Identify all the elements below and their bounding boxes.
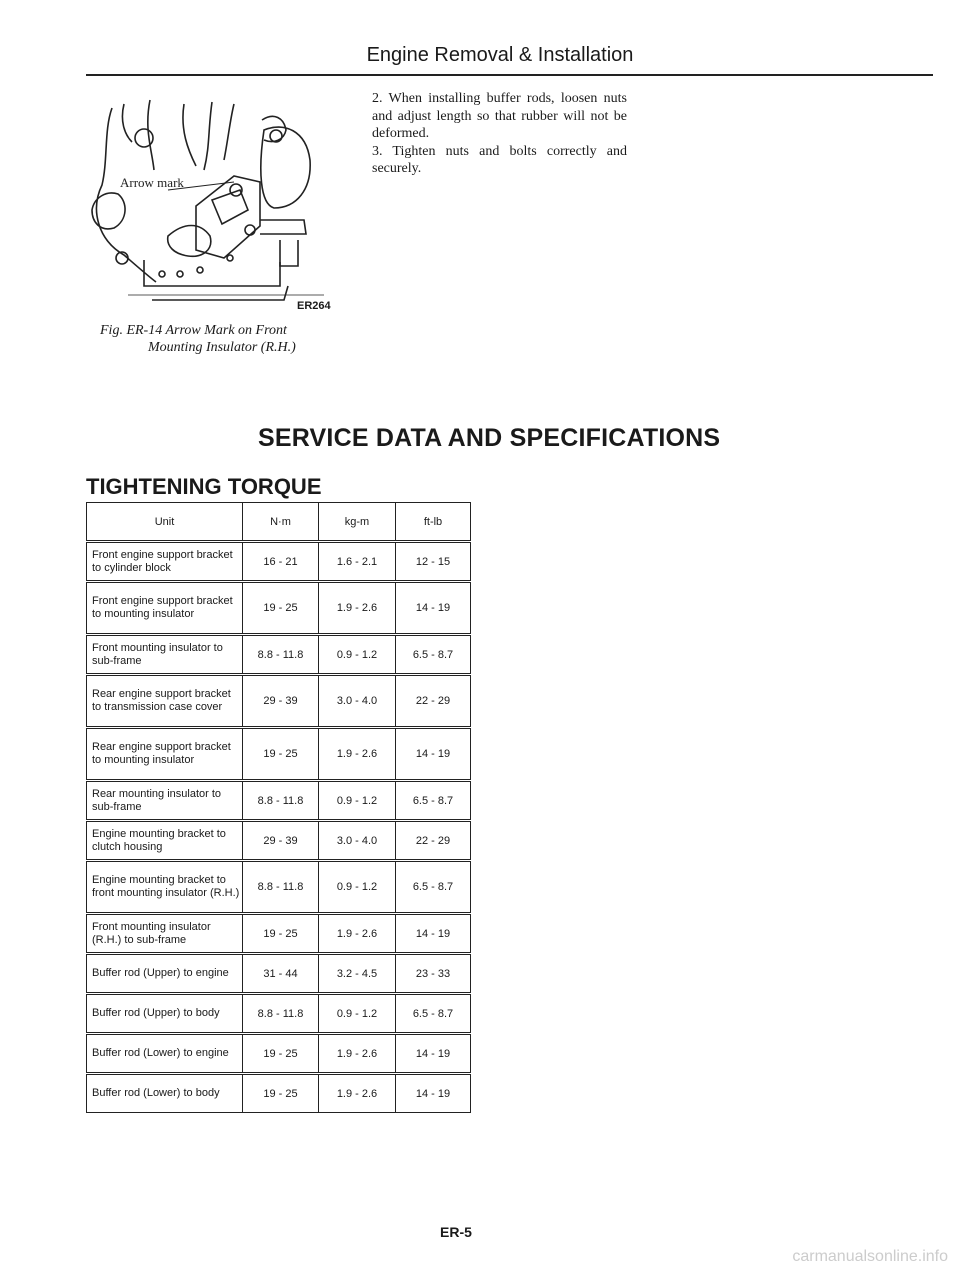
tightening-torque-table <box>86 502 471 1113</box>
installation-instructions <box>372 90 627 178</box>
row-nm: 8.8 - 11.8 <box>243 635 319 675</box>
row-nm: 8.8 - 11.8 <box>243 781 319 821</box>
section-title: SERVICE DATA AND SPECIFICATIONS <box>258 424 721 452</box>
engine-mount-illustration <box>84 90 344 315</box>
table-row <box>87 542 471 582</box>
row-ftlb: 14 - 19 <box>396 582 471 635</box>
row-ftlb: 14 - 19 <box>396 728 471 781</box>
header-nm: N·m <box>243 503 319 542</box>
row-ftlb: 23 - 33 <box>396 954 471 994</box>
watermark: carmanualsonline.info <box>792 1248 948 1265</box>
starter-motor <box>261 127 310 208</box>
row-kgm: 1.9 - 2.6 <box>319 914 396 954</box>
row-item: Front engine support bracket to mounting insulator <box>87 582 243 635</box>
row-kgm: 1.9 - 2.6 <box>319 582 396 635</box>
figure-caption-line-2: Mounting Insulator (R.H.) <box>148 340 296 355</box>
row-kgm: 3.2 - 4.5 <box>319 954 396 994</box>
row-nm: 8.8 - 11.8 <box>243 994 319 1034</box>
table-row <box>87 675 471 728</box>
row-item: Rear engine support bracket to transmission case cover <box>87 675 243 728</box>
row-ftlb: 6.5 - 8.7 <box>396 861 471 914</box>
row-item: Engine mounting bracket to front mounting insulator (R.H.) <box>87 861 243 914</box>
row-item: Rear mounting insulator to sub-frame <box>87 781 243 821</box>
figure-code: ER264 <box>297 300 331 312</box>
table-row <box>87 635 471 675</box>
row-kgm: 1.9 - 2.6 <box>319 1034 396 1074</box>
table-row <box>87 821 471 861</box>
row-kgm: 1.6 - 2.1 <box>319 542 396 582</box>
row-kgm: 0.9 - 1.2 <box>319 781 396 821</box>
row-nm: 8.8 - 11.8 <box>243 861 319 914</box>
row-item: Buffer rod (Lower) to engine <box>87 1034 243 1074</box>
row-item: Front mounting insulator to sub-frame <box>87 635 243 675</box>
row-ftlb: 14 - 19 <box>396 1074 471 1113</box>
table-row <box>87 1074 471 1113</box>
row-kgm: 3.0 - 4.0 <box>319 821 396 861</box>
row-kgm: 1.9 - 2.6 <box>319 1074 396 1113</box>
row-item: Engine mounting bracket to clutch housing <box>87 821 243 861</box>
subsection-title: TIGHTENING TORQUE <box>86 474 322 499</box>
row-kgm: 1.9 - 2.6 <box>319 728 396 781</box>
instruction-step-2: 2. When installing buffer rods, loosen nuts and adjust length so that rubber will not be deformed. <box>372 91 627 141</box>
row-ftlb: 14 - 19 <box>396 1034 471 1074</box>
row-item: Front engine support bracket to cylinder block <box>87 542 243 582</box>
row-ftlb: 22 - 29 <box>396 821 471 861</box>
row-ftlb: 22 - 29 <box>396 675 471 728</box>
table-header-row <box>87 503 471 542</box>
row-nm: 29 - 39 <box>243 821 319 861</box>
row-ftlb: 6.5 - 8.7 <box>396 994 471 1034</box>
table-row <box>87 994 471 1034</box>
figure-caption <box>100 322 340 356</box>
row-nm: 29 - 39 <box>243 675 319 728</box>
header-rule <box>86 74 933 76</box>
row-nm: 19 - 25 <box>243 728 319 781</box>
row-nm: 16 - 21 <box>243 542 319 582</box>
row-nm: 19 - 25 <box>243 1034 319 1074</box>
page-number: ER-5 <box>440 1224 472 1240</box>
table-row <box>87 582 471 635</box>
row-item: Buffer rod (Upper) to body <box>87 994 243 1034</box>
table-row <box>87 1034 471 1074</box>
row-item: Front mounting insulator (R.H.) to sub-frame <box>87 914 243 954</box>
header-unit: Unit <box>87 503 243 542</box>
row-kgm: 0.9 - 1.2 <box>319 635 396 675</box>
table-row <box>87 954 471 994</box>
row-kgm: 0.9 - 1.2 <box>319 994 396 1034</box>
row-ftlb: 12 - 15 <box>396 542 471 582</box>
instruction-step-3: 3. Tighten nuts and bolts correctly and securely. <box>372 143 627 176</box>
row-nm: 19 - 25 <box>243 582 319 635</box>
row-item: Buffer rod (Upper) to engine <box>87 954 243 994</box>
header-ftlb: ft-lb <box>396 503 471 542</box>
figure-caption-line-1: Fig. ER-14 Arrow Mark on Front <box>100 323 287 338</box>
arrow-mark-callout: Arrow mark <box>120 175 184 190</box>
front-mounting-insulator <box>196 176 260 258</box>
page-header-title: Engine Removal & Installation <box>366 44 634 66</box>
row-ftlb: 14 - 19 <box>396 914 471 954</box>
row-kgm: 3.0 - 4.0 <box>319 675 396 728</box>
table-row <box>87 781 471 821</box>
row-item: Buffer rod (Lower) to body <box>87 1074 243 1113</box>
table-row <box>87 861 471 914</box>
table-row <box>87 728 471 781</box>
table-row <box>87 914 471 954</box>
row-nm: 19 - 25 <box>243 914 319 954</box>
header-kgm: kg-m <box>319 503 396 542</box>
row-item: Rear engine support bracket to mounting insulator <box>87 728 243 781</box>
row-ftlb: 6.5 - 8.7 <box>396 635 471 675</box>
row-ftlb: 6.5 - 8.7 <box>396 781 471 821</box>
row-nm: 31 - 44 <box>243 954 319 994</box>
row-kgm: 0.9 - 1.2 <box>319 861 396 914</box>
row-nm: 19 - 25 <box>243 1074 319 1113</box>
